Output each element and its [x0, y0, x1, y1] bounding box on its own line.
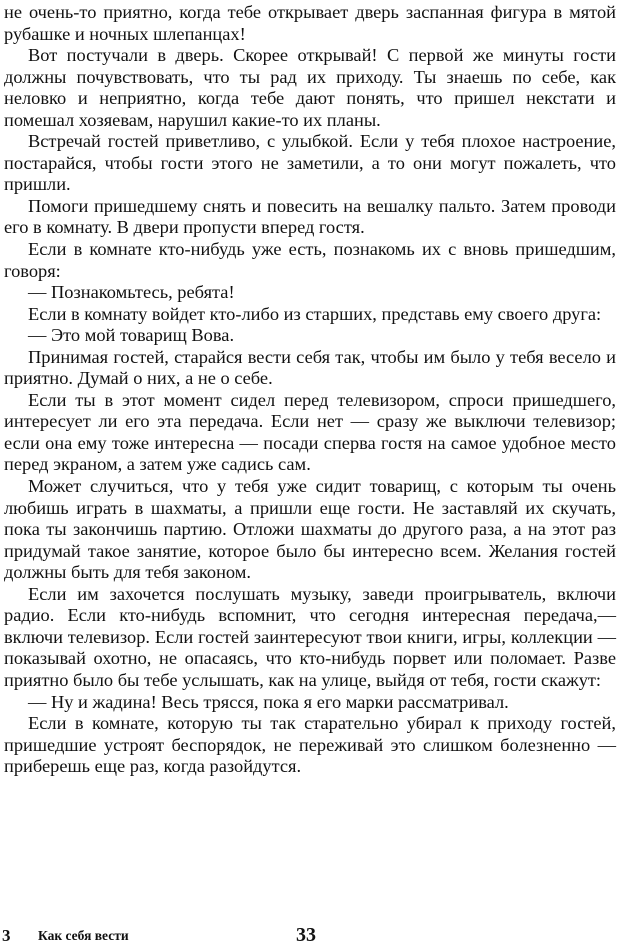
dialogue-line: — Познакомьтесь, ребята!	[28, 282, 235, 303]
paragraph: Встречай гостей приветливо, с улыбкой. Если у тебя плохое настроение, постарайся, чтобы гости этого не заметили, а то они могут пожалеть, что пришли.	[4, 131, 616, 195]
paragraph: Если ты в этот момент сидел перед телевизором, спроси пришедшего, интересует ли его эта передача. Если нет — сразу же выключи телевизор; если она ему тоже интересна — посади сперва гостя на самое удобное место перед экраном, а затем уже садись сам.	[4, 389, 616, 475]
page-body	[4, 2, 616, 778]
paragraph: Если в комнате кто-нибудь уже есть, познакомь их с вновь пришедшим, говоря:	[4, 239, 616, 281]
page-footer	[2, 924, 614, 948]
running-title: Как себя вести	[38, 928, 129, 943]
paragraph: Вот постучали в дверь. Скорее открывай! С первой же минуты гости должны почувствовать, что ты рад их приходу. Ты знаешь по себе, как неловко и неприятно, когда тебе дают понять, что пришел некстати и помешал хозяевам, нарушил какие-то их планы.	[4, 45, 616, 130]
paragraph: Помоги пришедшему снять и повесить на вешалку пальто. Затем проводи его в комнату. В двери пропусти вперед гостя.	[4, 195, 616, 238]
paragraph: Принимая гостей, старайся вести себя так, чтобы им было у тебя весело и приятно. Думай о них, а не о себе.	[4, 346, 616, 389]
paragraph: Если им захочется послушать музыку, заведи проигрыватель, включи радио. Если кто-нибудь вспомнит, что сегодня интересная передача,— включи телевизор. Если гостей заинтересуют твои книги, игры, коллекции — показывай охотно, не опасаясь, что кто-нибудь порвет или поломает. Разве приятно было бы тебе услышать, как на улице, выйдя от тебя, гости скажут:	[4, 583, 616, 690]
paragraph: Если в комнату войдет кто-либо из старших, представь ему своего друга:	[28, 303, 602, 324]
paragraph: Если в комнате, которую ты так старательно убирал к приходу гостей, пришедшие устроят беспорядок, не переживай это слишком болезненно — приберешь еще раз, когда разойдутся.	[4, 713, 616, 777]
page-number: 33	[296, 924, 316, 946]
dialogue-line: — Это мой товарищ Вова.	[28, 325, 235, 346]
chapter-number: 3	[2, 926, 11, 945]
paragraph: не очень-то приятно, когда тебе открывает дверь заспанная фигура в мятой рубашке и ночных шлепанцах!	[4, 2, 616, 44]
paragraph: Может случиться, что у тебя уже сидит товарищ, с которым ты очень любишь играть в шахматы, а пришли еще гости. Не заставляй их скучать, пока ты закончишь партию. Отложи шахматы до другого раза, а на этот раз придумай такое занятие, которое было бы интересно всем. Желания гостей должны быть для тебя законом.	[4, 476, 616, 583]
dialogue-line: — Ну и жадина! Весь трясся, пока я его марки рассматривал.	[28, 691, 509, 712]
